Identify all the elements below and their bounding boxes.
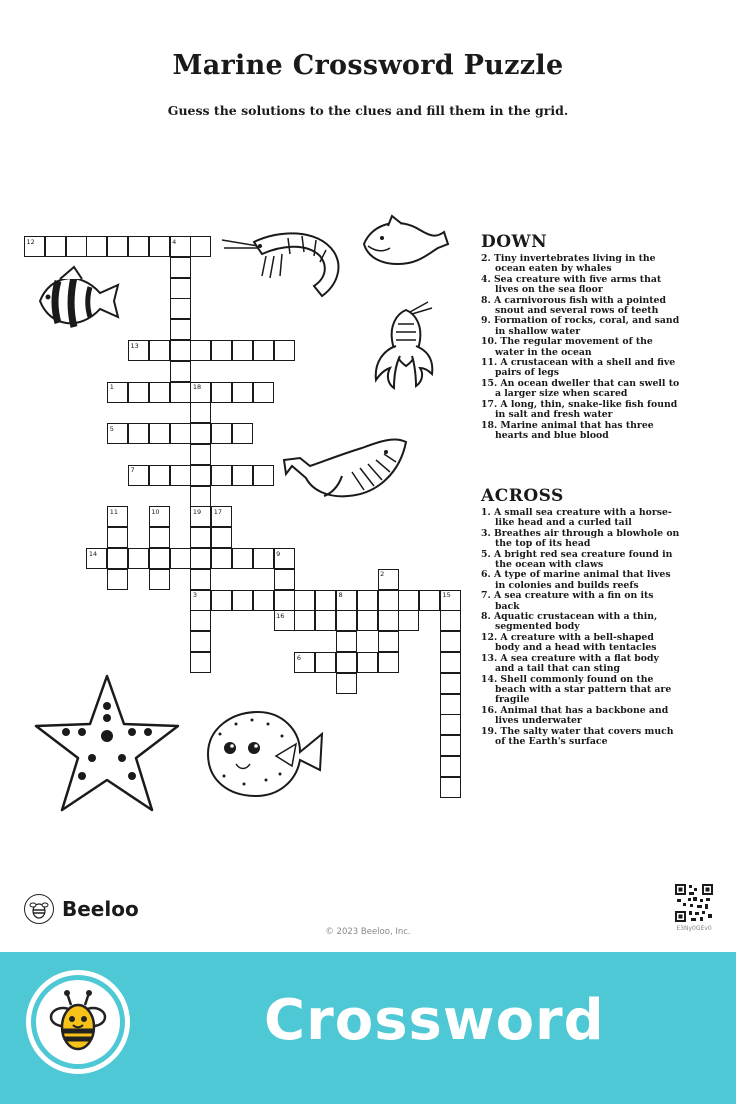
grid-number: 19 (192, 507, 202, 516)
grid-cell[interactable] (440, 735, 461, 756)
grid-cell[interactable] (190, 569, 211, 590)
grid-cell[interactable] (170, 340, 191, 361)
grid-cell[interactable] (128, 548, 149, 569)
grid-cell[interactable] (211, 590, 232, 611)
grid-cell[interactable] (253, 590, 274, 611)
across-clue-list (481, 508, 681, 747)
grid-cell[interactable] (440, 777, 461, 798)
grid-cell[interactable] (190, 465, 211, 486)
page-title: Marine Crossword Puzzle (172, 50, 564, 81)
qr-code-icon[interactable] (675, 884, 713, 922)
across-clue: 3. Breathes air through a blowhole on the top of its head (481, 527, 680, 550)
grid-cell[interactable] (66, 236, 87, 257)
grid-cell[interactable] (440, 652, 461, 673)
grid-cell[interactable] (190, 486, 211, 507)
grid-cell[interactable] (170, 361, 191, 382)
grid-number: 6 (296, 653, 302, 662)
grid-cell[interactable] (107, 569, 128, 590)
grid-cell[interactable] (170, 319, 191, 340)
grid-cell[interactable] (149, 423, 170, 444)
grid-cell[interactable] (398, 610, 419, 631)
grid-cell[interactable] (232, 382, 253, 403)
across-clue: 5. A bright red sea creature found in the ocean with claws (481, 548, 673, 571)
grid-number: 7 (130, 466, 135, 475)
grid-cell[interactable] (149, 548, 170, 569)
grid-cell[interactable] (211, 527, 232, 548)
bee-icon (24, 894, 54, 924)
grid-number: 10 (151, 507, 160, 516)
down-clue: 2. Tiny invertebrates living in the ocean eaten by whales (481, 253, 656, 275)
grid-number: 4 (172, 237, 177, 246)
grid-number: 8 (338, 591, 343, 600)
dolphin-icon (358, 214, 454, 276)
grid-number: 5 (109, 424, 114, 433)
grid-cell[interactable] (149, 569, 170, 590)
grid-cell[interactable] (294, 610, 315, 631)
across-clue: 16. Animal that has a backbone and lives underwater (481, 704, 669, 727)
grid-cell[interactable] (336, 631, 357, 652)
starfish-icon (32, 672, 182, 814)
grid-cell[interactable] (336, 652, 357, 673)
across-heading: ACROSS (481, 486, 564, 506)
grid-cell[interactable] (211, 548, 232, 569)
grid-cell[interactable] (170, 298, 191, 319)
grid-cell[interactable] (357, 652, 378, 673)
grid-cell[interactable] (232, 340, 253, 361)
grid-cell[interactable] (149, 236, 170, 257)
grid-cell[interactable] (440, 714, 461, 735)
grid-cell[interactable] (315, 590, 336, 611)
bee-mascot-icon (43, 987, 113, 1057)
grid-number: 11 (109, 507, 118, 516)
grid-number: 2 (380, 570, 385, 579)
grid-cell[interactable] (190, 548, 211, 569)
down-clues (481, 232, 681, 441)
grid-cell[interactable] (232, 423, 253, 444)
grid-number: 3 (192, 591, 198, 600)
grid-cell[interactable] (107, 548, 128, 569)
grid-cell[interactable] (149, 340, 170, 361)
grid-cell[interactable] (190, 652, 211, 673)
down-clue: 10. The regular movement of the water in the ocean (481, 336, 653, 358)
grid-cell[interactable] (190, 631, 211, 652)
grid-number: 17 (213, 507, 222, 516)
down-clue: 17. A long, thin, snake-like fish found in salt and fresh water (481, 398, 678, 421)
grid-number: 15 (442, 591, 451, 600)
grid-number: 1 (109, 383, 114, 392)
grid-cell[interactable] (190, 527, 211, 548)
beeloo-logo[interactable] (24, 894, 139, 924)
grid-number: 16 (276, 611, 285, 620)
grid-number: 9 (276, 549, 281, 558)
grid-number: 18 (192, 383, 202, 392)
grid-cell[interactable] (211, 340, 232, 361)
grid-cell[interactable] (107, 236, 128, 257)
grid-cell[interactable] (378, 590, 399, 611)
qr-code-label: E3Ny0GEv0 (676, 925, 712, 932)
across-clue: 8. Aquatic crustacean with a thin, segmented body (481, 611, 658, 633)
grid-cell[interactable] (315, 652, 336, 673)
grid-number: 13 (130, 341, 139, 350)
grid-cell[interactable] (357, 610, 378, 631)
grid-number: 12 (26, 237, 35, 246)
down-clue: 4. Sea creature with five arms that lives on the sea floor (481, 273, 662, 296)
down-clue: 18. Marine animal that has three hearts and blue blood (481, 419, 654, 441)
bee-logo-badge (26, 970, 130, 1074)
grid-cell[interactable] (440, 756, 461, 777)
grid-cell[interactable] (274, 569, 295, 590)
across-clue: 1. A small sea creature with a horse-like head and a curled tail (481, 507, 672, 529)
grid-cell[interactable] (357, 590, 378, 611)
grid-cell[interactable] (253, 548, 274, 569)
grid-cell[interactable] (170, 465, 191, 486)
across-clue: 14. Shell commonly found on the beach with a star pattern that are fragile (481, 673, 672, 706)
grid-cell[interactable] (107, 527, 128, 548)
grid-cell[interactable] (190, 236, 211, 257)
grid-cell[interactable] (440, 631, 461, 652)
grid-cell[interactable] (232, 590, 253, 611)
down-clue: 11. A crustacean with a shell and five pairs of legs (481, 357, 676, 379)
grid-cell[interactable] (232, 465, 253, 486)
grid-cell[interactable] (149, 382, 170, 403)
grid-cell[interactable] (190, 402, 211, 423)
grid-cell[interactable] (315, 610, 336, 631)
grid-number: 14 (88, 549, 98, 558)
angelfish-icon (30, 265, 122, 337)
grid-cell[interactable] (440, 673, 461, 694)
grid-cell[interactable] (232, 548, 253, 569)
grid-cell[interactable] (170, 278, 191, 299)
across-clue: 12. A creature with a bell-shaped body and a head with tentacles (481, 631, 657, 654)
grid-cell[interactable] (170, 257, 191, 278)
grid-cell[interactable] (274, 340, 295, 361)
brand-name: Beeloo (62, 897, 139, 921)
grid-cell[interactable] (211, 423, 232, 444)
lobster-icon (366, 300, 446, 392)
grid-cell[interactable] (440, 610, 461, 631)
grid-cell[interactable] (253, 382, 274, 403)
grid-cell[interactable] (378, 631, 399, 652)
across-clues (481, 486, 681, 747)
down-heading: DOWN (481, 232, 548, 252)
grid-cell[interactable] (128, 382, 149, 403)
grid-cell[interactable] (45, 236, 66, 257)
grid-cell[interactable] (190, 340, 211, 361)
grid-cell[interactable] (398, 590, 419, 611)
grid-cell[interactable] (190, 610, 211, 631)
across-clue: 7. A sea creature with a fin on its back (481, 590, 654, 612)
grid-cell[interactable] (294, 590, 315, 611)
grid-cell[interactable] (170, 382, 191, 403)
grid-cell[interactable] (149, 527, 170, 548)
grid-cell[interactable] (128, 423, 149, 444)
banner-label: Crossword (264, 988, 605, 1053)
across-clue: 13. A sea creature with a flat body and a tail that can sting (481, 652, 659, 675)
grid-cell[interactable] (419, 590, 440, 611)
down-clue: 9. Formation of rocks, coral, and sand in shallow water (481, 315, 680, 337)
grid-cell[interactable] (86, 236, 107, 257)
down-clue: 8. A carnivorous fish with a pointed snout and several rows of teeth (481, 294, 666, 317)
across-clue: 6. A type of marine animal that lives in colonies and builds reefs (481, 569, 671, 591)
down-clue-list (481, 254, 681, 441)
across-clue: 19. The salty water that covers much of the Earth's surface (481, 725, 674, 747)
grid-cell[interactable] (253, 340, 274, 361)
grid-cell[interactable] (336, 610, 357, 631)
grid-cell[interactable] (336, 673, 357, 694)
whale-icon (282, 432, 410, 504)
grid-cell[interactable] (274, 590, 295, 611)
grid-cell[interactable] (149, 465, 170, 486)
grid-cell[interactable] (190, 444, 211, 465)
grid-cell[interactable] (378, 652, 399, 673)
grid-cell[interactable] (128, 236, 149, 257)
down-clue: 15. An ocean dweller that can swell to a larger size when scared (481, 377, 680, 400)
pufferfish-icon (196, 704, 328, 800)
grid-cell[interactable] (211, 382, 232, 403)
page-subtitle: Guess the solutions to the clues and fill them in the grid. (167, 103, 569, 118)
grid-cell[interactable] (440, 694, 461, 715)
grid-cell[interactable] (190, 423, 211, 444)
copyright: © 2023 Beeloo, Inc. (325, 927, 411, 937)
grid-cell[interactable] (170, 548, 191, 569)
grid-cell[interactable] (378, 610, 399, 631)
grid-cell[interactable] (170, 423, 191, 444)
shrimp-icon (218, 224, 348, 304)
grid-cell[interactable] (253, 465, 274, 486)
grid-cell[interactable] (211, 465, 232, 486)
